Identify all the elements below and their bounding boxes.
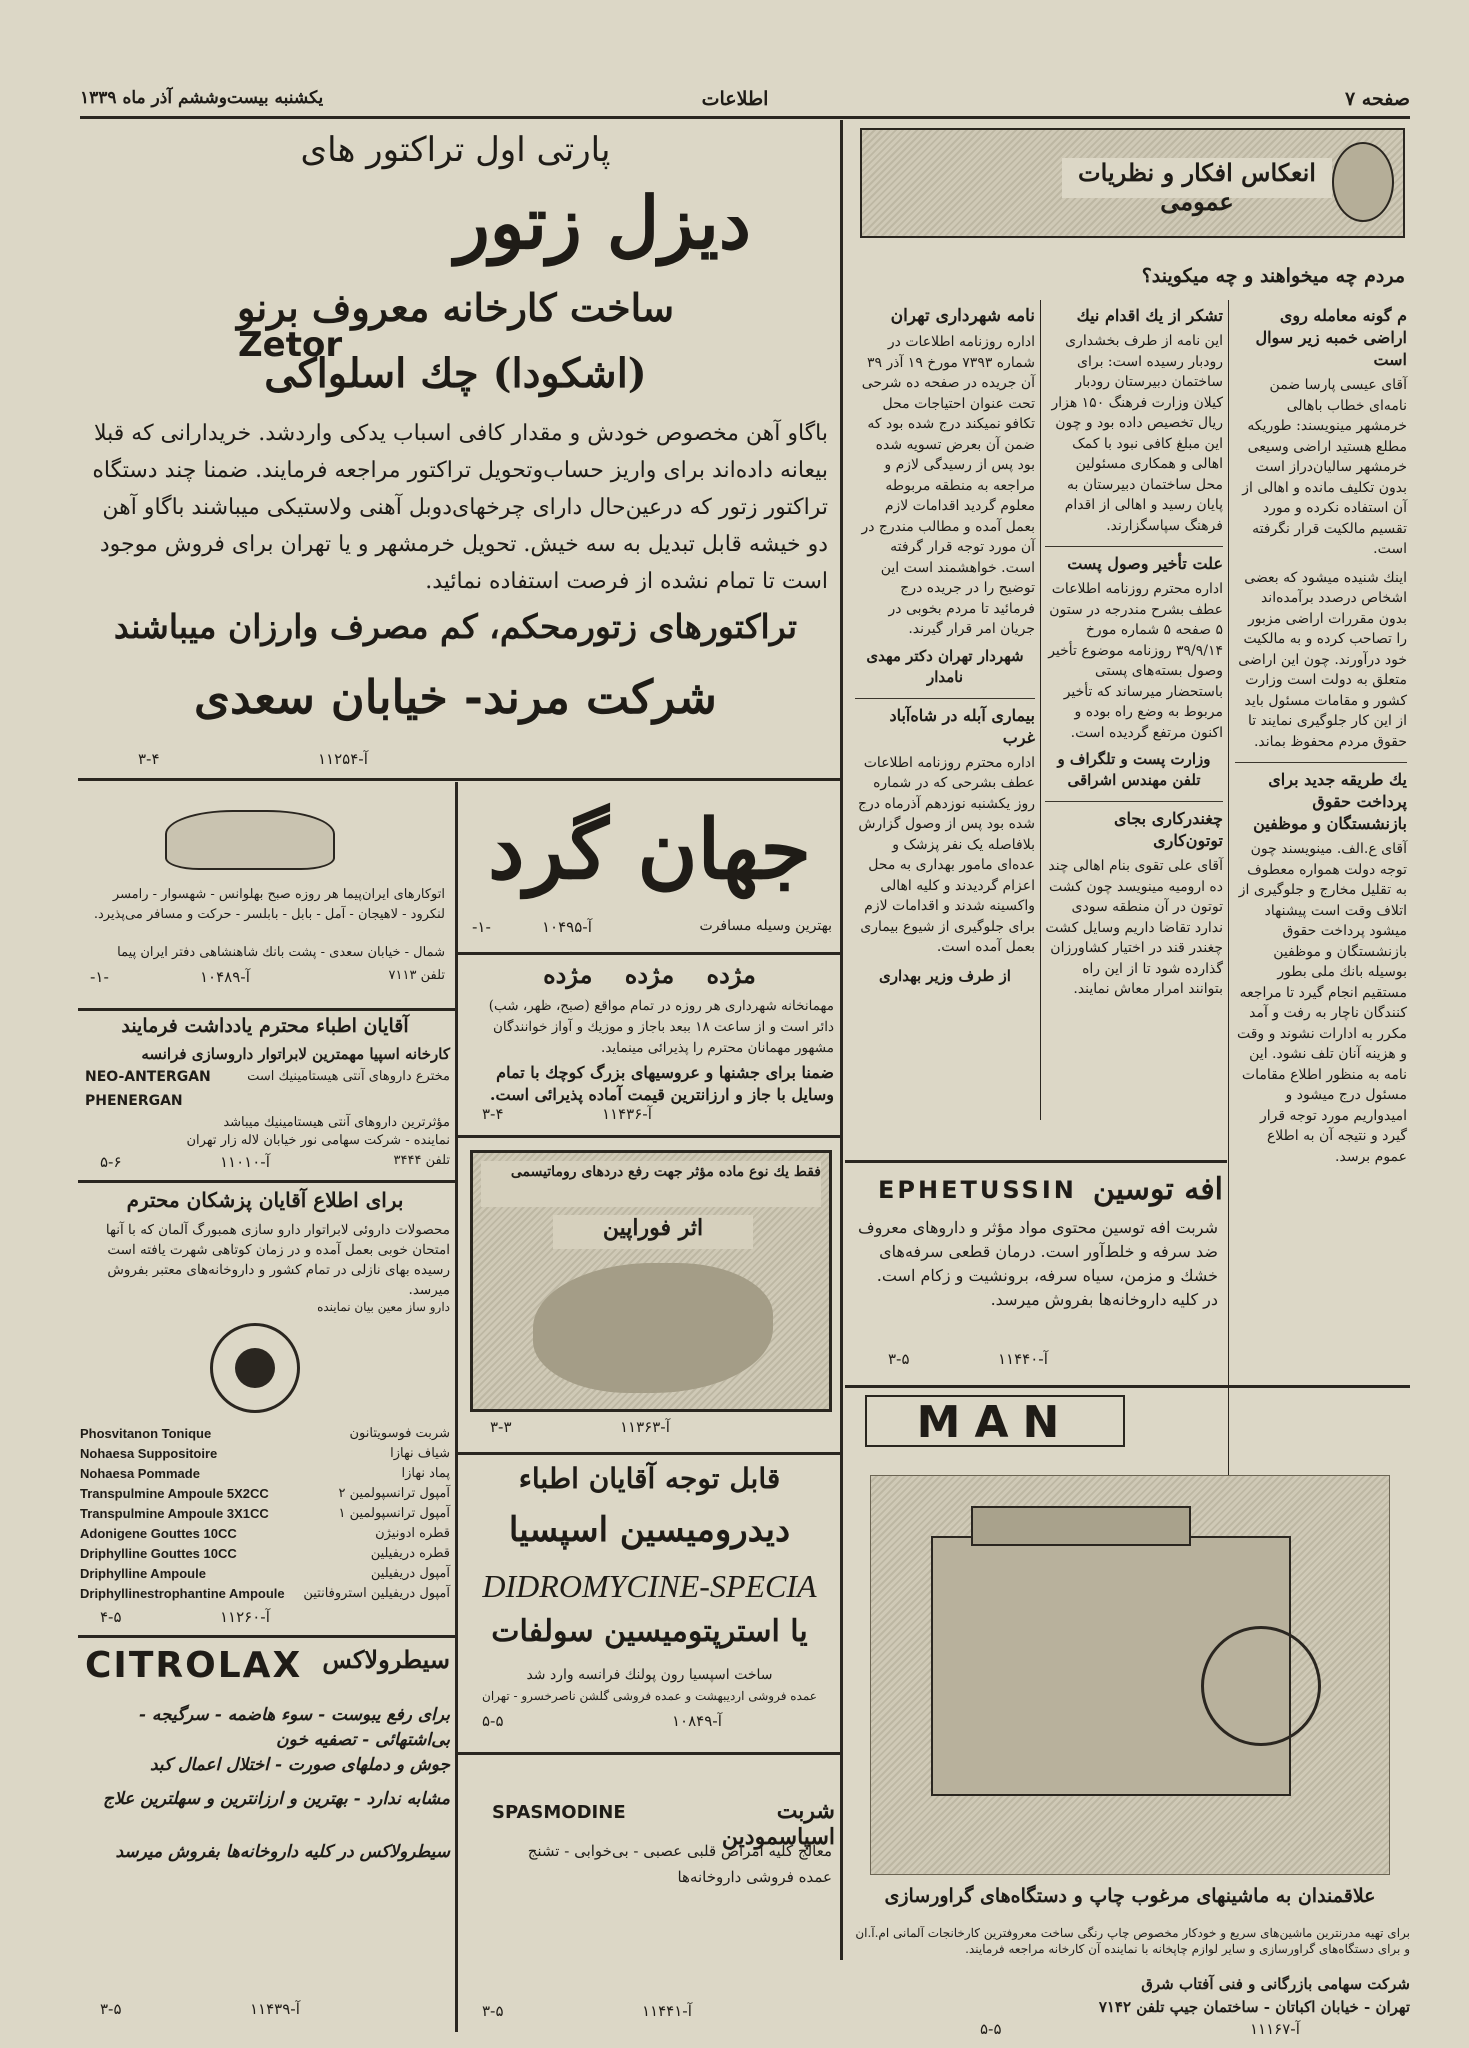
citrolax-code: آ-۱۱۴۳۹ xyxy=(250,2000,300,2018)
col2-para-1: این نامه از طرف بخشداری رودبار رسیده است: برای ساختمان دبیرستان رودبار کیلان وزارت فرهنگ ۱۵۰ هزار ریال تخصیص داده بود و چون این مبلغ کافی نبود با کمک اهالی و همکاری مسئولین محل ساختمان دبیرستان به پایان رسید و اهالی از اقدام فرهنگ سپاسگزارند. xyxy=(1051,333,1223,534)
iranpeyma-ad xyxy=(80,790,450,1005)
forapin-ad xyxy=(470,1150,832,1445)
specia-line4: نماینده - شرکت سهامی نور خیابان لاله زار تهران xyxy=(186,1133,450,1148)
col3-heading-1: نامه شهرداری تهران xyxy=(890,306,1035,326)
ephetussin-ad xyxy=(848,1168,1226,1378)
machine-feeder xyxy=(971,1506,1191,1546)
product-list xyxy=(80,1426,450,1606)
jahangard-ad xyxy=(462,790,837,945)
man-heading: علاقمندان به ماشینهای مرغوب چاپ و دستگاه‌های گراورسازی xyxy=(884,1885,1376,1907)
col1-para-1: آقای عیسی پارسا ضمن نامه‌ای خطاب باهالی خرمشهر مینویسند: طوریکه مطلع هستید اراضی وسیعی خرمشهر سالیان‌دراز است بدون تکلیف مانده و اهالی از آن استفاده نکرده و مورد تقسیم مالکیت قرار نگرفته است. xyxy=(1242,377,1407,557)
didromycine-line5: عمده فروشی اردیبهشت و عمده فروشی گلشن ناصرخسرو - تهران xyxy=(482,1689,817,1703)
specia-count: ۵-۶ xyxy=(100,1153,122,1171)
product-name-en: Adonigene Gouttes 10CC xyxy=(80,1526,237,1541)
jahangard-brand: جهان گرد xyxy=(487,802,812,898)
col3-heading-2: بیماری آبله در شاه‌آباد غرب xyxy=(855,698,1035,749)
mojdeh-body: مهمانخانه شهرداری هر روزه در تمام مواقع (صبح، ظهر، شب) دائر است و از ساعت ۱۸ ببعد باجاز و موزیك و آواز خوانندگان مشهور مهمانان محترم را پذیرائی مینماید. xyxy=(488,998,834,1056)
citrolax-line1: برای رفع یبوست - سوء هاضمه - سرگیجه - بی‌اشتهائی - تصفیه خون xyxy=(138,1705,450,1750)
masthead-rule xyxy=(80,116,1410,119)
hamburg-heading: برای اطلاع آقایان پزشکان محترم xyxy=(126,1188,404,1212)
citrolax-line4: سیطرولاکس در کلیه داروخانه‌ها بفروش میرسد xyxy=(115,1842,450,1862)
product-name-fa: آمپول دریفیلین استروفانتین xyxy=(303,1586,450,1601)
man-count: ۵-۵ xyxy=(980,2020,1002,2038)
spasmodine-ad xyxy=(462,1762,837,2037)
specia-heading: آقایان اطباء محترم یادداشت فرمایند xyxy=(121,1015,409,1037)
product-name-fa: آمپول ترانسپولمین ۲ xyxy=(338,1486,450,1501)
zetor-line3: ساخت کارخانه معروف برنو xyxy=(236,285,675,330)
jahangard-code: آ-۱۰۴۹۵ xyxy=(542,918,592,936)
letters-divider-2 xyxy=(1040,300,1041,1120)
zetor-ad xyxy=(78,125,833,775)
product-row xyxy=(80,1546,450,1566)
forapin-rule xyxy=(458,1452,840,1455)
product-name-en: Transpulmine Ampoule 5X2CC xyxy=(80,1486,269,1501)
page-number: صفحه ۷ xyxy=(1344,88,1410,110)
product-row xyxy=(80,1486,450,1506)
forapin-illustration xyxy=(533,1263,773,1393)
iranpeyma-phone: تلفن ۷۱۱۳ xyxy=(388,968,445,983)
col2-signature: وزارت پست و تلگراف و تلفن مهندس اشراقی xyxy=(1057,750,1211,789)
forapin-count: ۳-۳ xyxy=(490,1418,512,1436)
iranpeyma-line1: اتوکارهای ایران‌پیما هر روزه صبح بهلوانس - شهسوار - رامسر لنکرود - لاهیجان - آمل - بابل - بابلسر - حرکت و مسافر می‌پذیرد. xyxy=(93,887,445,922)
product-name-en: Nohaesa Pommade xyxy=(80,1466,200,1481)
forapin-line1: فقط یك نوع ماده مؤثر جهت رفع دردهای روماتیسمی xyxy=(481,1161,821,1207)
specia-line3: مؤثرترین داروهای آنتی هیستامینیك میباشد xyxy=(223,1115,450,1130)
product-name-en: Driphylline Ampoule xyxy=(80,1566,206,1581)
hamburg-footnote: دارو ساز معین بیان نماینده xyxy=(317,1300,450,1314)
zetor-company: شرکت مرند- خیابان سعدی xyxy=(194,670,717,724)
product-row xyxy=(80,1446,450,1466)
citrolax-en: CITROLAX xyxy=(85,1645,303,1686)
hamburg-code: آ-۱۱۲۶۰ xyxy=(220,1608,270,1626)
didromycine-count: ۵-۵ xyxy=(482,1712,504,1730)
product-name-fa: آمپول ترانسپولمین ۱ xyxy=(338,1506,450,1521)
forapin-code: آ-۱۱۳۶۳ xyxy=(620,1418,670,1436)
mojdeh-heading: مژده مژده مژده xyxy=(543,960,756,989)
product-row xyxy=(80,1466,450,1486)
mojdeh-body2: ضمنا برای جشنها و عروسیهای بزرگ کوچك با تمام وسایل با جاز و ارزانترین قیمت آماده پذیرائی است. xyxy=(489,1063,834,1104)
spasmodine-en: SPASMODINE xyxy=(492,1802,626,1823)
didromycine-line2: دیدرومیسین اسپسیا xyxy=(508,1510,791,1550)
specia-code: آ-۱۱۰۱۰ xyxy=(220,1153,270,1171)
mojdeh-ad xyxy=(462,960,837,1125)
zetor-line1: پارتی اول تراکتور های xyxy=(300,130,611,170)
hamburg-rule xyxy=(78,1635,455,1638)
citrolax-fa: سیطرولاکس xyxy=(322,1645,450,1674)
specia-rule xyxy=(78,1180,455,1183)
didromycine-code: آ-۱۰۸۴۹ xyxy=(672,1712,722,1730)
iranpeyma-code: آ-۱۰۴۸۹ xyxy=(200,968,250,986)
forapin-frame xyxy=(470,1150,832,1412)
product-name-en: Driphyllinestrophantine Ampoule xyxy=(80,1586,285,1601)
column-divider xyxy=(840,120,843,1960)
product-row xyxy=(80,1566,450,1586)
zetor-line4: (اشکودا) چك اسلواکی xyxy=(264,350,647,397)
specia-line1: کارخانه اسپیا مهمترین لابراتوار داروسازی فرانسه xyxy=(141,1045,450,1063)
product-name-en: Driphylline Gouttes 10CC xyxy=(80,1546,237,1561)
ephetussin-rule xyxy=(845,1160,1227,1163)
column-header-banner xyxy=(860,128,1405,238)
specia-en2: PHENERGAN xyxy=(85,1093,183,1109)
issue-date: یکشنبه بیست‌وششم آذر ماه ۱۳۳۹ xyxy=(80,88,324,108)
iranpeyma-line2: شمال - خیابان سعدی - پشت بانك شاهنشاهی دفتر ایران پیما xyxy=(117,945,445,960)
man-body: برای تهیه مدرنترین ماشین‌های سریع و خودکار مخصوص چاپ رنگی ساخت معروفترین کارخانجات آلمانی ام.آ.ان و برای دستگاه‌های گراورسازی و سایر لوازم چاپخانه با نماینده آن کارخانه مراجعه فرمایند. xyxy=(855,1926,1410,1956)
product-name-fa: پماد نهازا xyxy=(401,1466,450,1481)
hamburg-count: ۴-۵ xyxy=(100,1608,122,1626)
specia-en1: NEO-ANTERGAN xyxy=(85,1069,211,1085)
citrolax-count: ۳-۵ xyxy=(100,2000,122,2018)
col3-para-1: اداره روزنامه اطلاعات در شماره ۷۳۹۳ مورخ ۱۹ آذر ۳۹ آن جریده در صفحه ده شرحی تحت عنوان احتیاجات محل تکافو نمیکند درج شده بود که ضمن آن بعرض تسویه شده بود پس از رسیدگی لازم و مراجعه به منطقه مربوطه معلوم گردید اقدامات لازم بعمل آمده و مطالب مندرج در آن مورد توجه قرار گرفته است. خواهشمند است این توضیح را در جریده درج فرمائید تا مردم بخوبی در جریان امر قرار گیرند. xyxy=(861,334,1035,637)
col2-para-3: آقای علی تقوی بنام اهالی چند ده ارومیه مینویسد چون کشت توتون در آن منطقه سودی ندارد تقاضا داریم وسایل کشت چغندر قند در اختیار کشاورزان گذارده شود تا از این راه بتوانند امرار معاش نمایند. xyxy=(1045,858,1223,997)
iranpeyma-count: -۱- xyxy=(90,968,109,986)
col1-para-3: آقای ع.الف. مینویسند چون توجه دولت همواره معطوف به تقلیل مخارج و جلوگیری از اتلاف وقت است پیشنهاد میشود پرداخت حقوق بازنشستگان و موظفین بوسیله بانك ملی بطور مستقیم انجام گیرد تا مراجعه کنندگان ناچار به رفت و آمد مکرر به ادارات نشوند و وقت و هزینه آنان تلف نشود. این نامه به منظور اطلاع مقامات مسئول درج میشود و امیدواریم مورد توجه قرار گیرد و نتیجه آن به اطلاع عموم برسد. xyxy=(1236,841,1407,1165)
mojdeh-rule xyxy=(458,1135,840,1138)
man-ad xyxy=(850,1395,1410,1965)
man-brand: MAN xyxy=(865,1395,1125,1447)
product-row xyxy=(80,1526,450,1546)
ephetussin-fa: افه توسین xyxy=(1092,1172,1223,1207)
citrolax-line2: جوش و دملهای صورت - اختلال اعمال کبد xyxy=(149,1755,450,1775)
zetor-brand-fa: دیزل زتور xyxy=(455,180,751,265)
col1-heading-2: یك طریقه جدید برای پرداخت حقوق بازنشستگان و موظفین xyxy=(1235,762,1407,835)
specia-phone: تلفن ۳۴۴۴ xyxy=(393,1153,450,1168)
spasmodine-line2: عمده فروشی داروخانه‌ها xyxy=(677,1868,832,1886)
letters-col-2 xyxy=(1045,305,1223,1125)
col2-heading-2: علت تأخیر وصول پست xyxy=(1045,546,1223,575)
product-row xyxy=(80,1586,450,1606)
paper-name: اطلاعات xyxy=(701,88,769,110)
hamburg-body: محصولات داروئی لابراتوار دارو سازی همبورگ آلمان که با آنها امتحان خوبی بعمل آمده و در زمان کوتاهی شهرت یافته است رسیده بهای نازلی در تمام کشور و داروخانه‌های معتبر بفروش میرسد. xyxy=(105,1222,450,1298)
man-company: شرکت سهامی بازرگانی و فنی آفتاب شرق xyxy=(1141,1975,1410,1993)
zetor-body: باگاو آهن مخصوص خودش و مقدار کافی اسباب یدکی واردشد. خریدارانی که قبلا بیعانه داده‌اند برای واریز حساب‌وتحویل تراکتور مراجعه فرمایند. ضمنا چند دستگاه تراکتور زتور که درعین‌حال دارای چرخهای‌دوبل آهنی ولاستیکی میباشند باگاو آهن دو خیشه قابل تبدیل به سه خیش. تحویل خرمشهر و یا تهران برای فروش موجود است تا تمام نشده از فرصت استفاده نمائید. xyxy=(92,421,828,594)
product-name-en: Nohaesa Suppositoire xyxy=(80,1446,218,1461)
col1-para-2: اینك شنیده میشود که بعضی اشخاص درصدد برآمده‌اند بدون مقررات اراضی مزبور را تصاحب کرده و به مالکیت خود درآورند. چون این اراضی متعلق به دولت است وزارت کشور و مقامات مسئول باید از این کار جلوگیری نمایند تا حقوق مردم محفوظ بماند. xyxy=(1238,569,1407,750)
col2-para-2: اداره محترم روزنامه اطلاعات عطف بشرح مندرجه در ستون ۵ صفحه ۵ شماره مورخ ۳۹/۹/۱۴ روزنامه موضوع تأخیر وصول بسته‌های پستی باستحضار میرساند که تأخیر مربوط به وضع راه بوده و اکنون مرتفع گردیده است. xyxy=(1048,581,1223,741)
ephetussin-en: EPHETUSSIN xyxy=(878,1176,1077,1204)
column-title: انعکاس افکار و نظریات عمومی xyxy=(1062,158,1332,198)
portrait-icon xyxy=(1332,142,1394,222)
product-name-fa: شربت فوسویتانون xyxy=(349,1426,450,1441)
didromycine-rule xyxy=(458,1752,840,1755)
col2-heading-1: تشکر از یك اقدام نیك xyxy=(1076,306,1223,325)
winged-logo-icon xyxy=(165,810,335,870)
mojdeh-code: آ-۱۱۴۳۶ xyxy=(602,1105,652,1123)
man-rule xyxy=(845,1385,1410,1388)
zetor-code: آ-۱۱۲۵۴ xyxy=(318,750,368,768)
didromycine-en: DIDROMYCINE-SPECIA xyxy=(482,1568,817,1604)
forapin-line2: اثر فوراپین xyxy=(553,1215,753,1249)
ephetussin-body: شربت افه توسین محتوی مواد مؤثر و داروهای معروف ضد سرفه و خلط‌آور است. درمان قطعی سرفه‌های خشك و مزمن، سیاه سرفه، برونشیت و زکام است. در کلیه داروخانه‌ها بفروش میرسد. xyxy=(858,1218,1218,1309)
col2-heading-3: چغندرکاری بجای توتون‌کاری xyxy=(1045,801,1223,852)
col1-heading-1: م گونه معامله روی اراضی خمبه زیر سوال است xyxy=(1255,306,1407,369)
specia-ad xyxy=(80,1015,450,1175)
product-name-en: Phosvitanon Tonique xyxy=(80,1426,212,1441)
man-code: آ-۱۱۱۶۷ xyxy=(1250,2020,1300,2038)
printing-machine-illustration xyxy=(870,1475,1390,1875)
ephetussin-code: آ-۱۱۴۴۰ xyxy=(998,1350,1048,1368)
specia-line2: مخترع داروهای آنتی هیستامینیك است xyxy=(247,1069,450,1084)
product-name-en: Transpulmine Ampoule 3X1CC xyxy=(80,1506,269,1521)
man-address: تهران - خیابان اکباتان - ساختمان جیپ تلفن ۷۱۴۲ xyxy=(1098,1998,1410,2016)
spasmodine-line1: معالج کلیه امراض قلبی عصبی - بی‌خوابی - تشنج xyxy=(527,1842,832,1860)
letters-col-3 xyxy=(855,305,1035,1125)
ephetussin-count: ۳-۵ xyxy=(888,1350,910,1368)
zetor-count: ۳-۴ xyxy=(138,750,160,768)
zetor-brand-en: Zetor xyxy=(238,325,343,365)
spasmodine-fa: شربت اسپاسمودین xyxy=(721,1798,835,1850)
didromycine-line1: قابل توجه آقایان اطباء xyxy=(518,1462,781,1495)
product-row xyxy=(80,1426,450,1446)
didromycine-line4: ساخت اسپسیا رون پولنك فرانسه وارد شد xyxy=(526,1667,773,1683)
col3-para-2: اداره محترم روزنامه اطلاعات عطف بشرحی که در شماره روز یکشنبه نوزدهم آذرماه درج شده بود پس از وصول گزارش بلافاصله یک نفر پزشک و عده‌ای مامور بهداری به محل اعزام گردیدند و کلیه اهالی واکسینه شدند و اقدامات لازم برای جلوگیری از شیوع بیماری بعمل آمده است. xyxy=(858,754,1035,955)
col3-signature-1: شهردار تهران دکتر مهدی نامدار xyxy=(866,646,1024,686)
jahangard-tagline: بهترین وسیله مسافرت xyxy=(699,918,832,934)
product-name-fa: آمپول دریفیلین xyxy=(370,1566,450,1581)
spasmodine-count: ۳-۵ xyxy=(482,2002,504,2020)
auto-rule xyxy=(78,1008,455,1011)
product-row xyxy=(80,1506,450,1526)
hamburg-logo-icon xyxy=(210,1323,300,1413)
citrolax-line3: مشابه ندارد - بهترین و ارزانترین و سهلترین علاج xyxy=(103,1789,450,1809)
jahangard-count: -۱- xyxy=(472,918,491,936)
col3-signature-2: از طرف وزیر بهداری xyxy=(879,966,1011,985)
product-name-fa: قطره ادونیژن xyxy=(375,1526,450,1541)
product-name-fa: قطره دریفیلین xyxy=(370,1546,450,1561)
citrolax-ad xyxy=(80,1645,450,2040)
machine-wheel-icon xyxy=(1201,1626,1321,1746)
column-question: مردم چه میخواهند و چه میکویند؟ xyxy=(1141,265,1405,287)
zetor-rule xyxy=(78,778,840,781)
left-inner-divider xyxy=(455,782,458,2032)
hamburg-logo-core xyxy=(235,1348,275,1388)
didromycine-line3: یا استرپتومیسین سولفات xyxy=(491,1614,808,1649)
mojdeh-count: ۳-۴ xyxy=(482,1105,504,1123)
jahangard-rule xyxy=(458,952,840,955)
zetor-slogan: تراکتورهای زتورمحکم، کم مصرف وارزان میباشند xyxy=(113,607,798,646)
hamburg-pharma-ad xyxy=(80,1188,450,1630)
product-name-fa: شیاف نهازا xyxy=(390,1446,450,1461)
spasmodine-code: آ-۱۱۴۴۱ xyxy=(642,2002,692,2020)
didromycine-ad xyxy=(462,1462,837,1752)
